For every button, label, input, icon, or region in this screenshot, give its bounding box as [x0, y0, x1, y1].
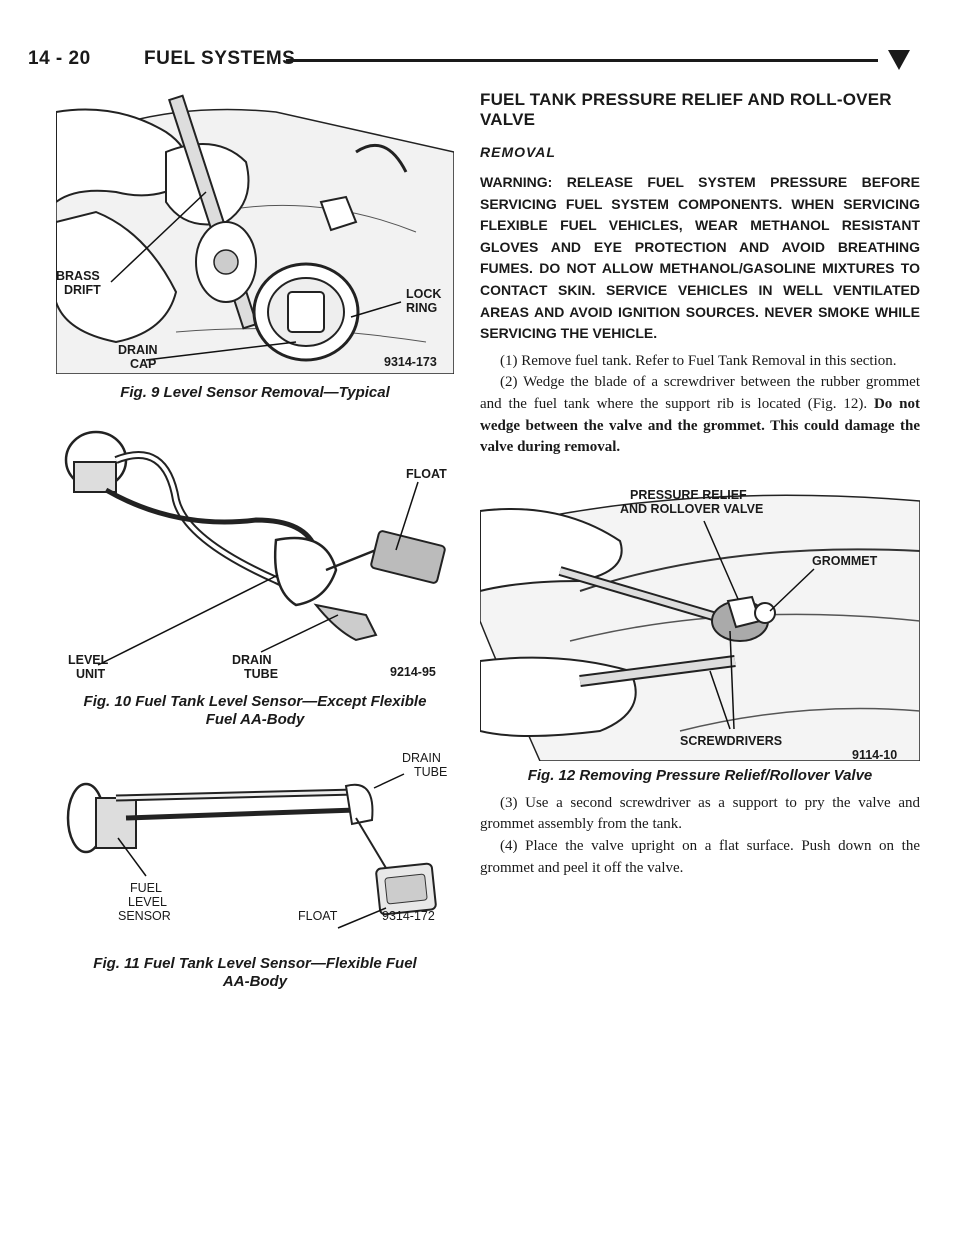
label-drift: DRIFT	[64, 283, 101, 297]
label-float: FLOAT	[406, 467, 447, 481]
figure-12-illustration	[480, 471, 920, 761]
figure-10-caption	[56, 693, 454, 729]
step-2	[480, 372, 920, 458]
step-2-caution: Do not wedge between the valve and the grommet. This could damage the valve during removal.	[480, 395, 921, 456]
article-title: FUEL TANK PRESSURE RELIEF AND ROLL-OVER VALVE	[480, 90, 892, 129]
figure-11-caption	[56, 955, 454, 991]
label-tube: TUBE	[244, 667, 279, 681]
figure-9	[56, 92, 454, 374]
label-pressure-relief: PRESSURE RELIEF	[630, 487, 747, 502]
label-level: LEVEL	[128, 895, 167, 909]
label-drain: DRAIN	[232, 653, 272, 667]
figure-12	[480, 471, 920, 761]
figure-code: 9314-173	[384, 355, 437, 369]
figure-code: 9314-172	[382, 909, 435, 923]
article-subtitle: REMOVAL	[480, 144, 556, 160]
caption-line: AA-Body	[222, 973, 288, 990]
page-number: 14 - 20	[28, 48, 91, 69]
page-header	[28, 40, 920, 76]
label-lock: LOCK	[406, 287, 442, 301]
step-3: (3) Use a second screwdriver as a support to pry the valve and grommet assembly from the tank.	[480, 794, 920, 833]
label-screwdrivers: SCREWDRIVERS	[680, 733, 783, 748]
caption-line: Fuel AA-Body	[205, 711, 305, 728]
figure-10-illustration	[56, 420, 454, 686]
label-cap: CAP	[130, 357, 157, 371]
figure-9-illustration	[56, 92, 454, 374]
caption-line: Fig. 10 Fuel Tank Level Sensor—Except Flexible	[83, 693, 427, 710]
figure-11	[56, 748, 454, 940]
figure-11-illustration	[56, 748, 454, 940]
label-drain: DRAIN	[118, 343, 158, 357]
figure-10	[56, 420, 454, 686]
label-drain: DRAIN	[402, 751, 441, 765]
label-ring: RING	[406, 301, 438, 315]
section-title: FUEL SYSTEMS	[144, 48, 296, 69]
caption-line: Fig. 11 Fuel Tank Level Sensor—Flexible Fuel	[93, 955, 417, 972]
label-fuel: FUEL	[130, 881, 162, 895]
figure-9-caption: Fig. 9 Level Sensor Removal—Typical	[120, 384, 390, 401]
label-grommet: GROMMET	[812, 553, 878, 568]
label-unit: UNIT	[76, 667, 106, 681]
warning-text: WARNING: RELEASE FUEL SYSTEM PRESSURE BEFORE SERVICING FUEL SYSTEM COMPONENTS. WHEN SERVICING FLEXIBLE FUEL VEHICLES, WEAR METHANOL RESISTANT GLOVES AND EYE PROTECTION AND AVOID BREATHING FUMES. DO NOT ALLOW METHANOL/GASOLINE MIXTURES TO CONTACT SKIN. SERVICE VEHICLES IN WELL VENTILATED AREAS AND AVOID IGNITION SOURCES. NEVER SMOKE WHILE SERVICING THE VEHICLE.	[480, 174, 920, 342]
figure-code: 9214-95	[390, 665, 436, 679]
label-level: LEVEL	[68, 653, 109, 667]
step-2-text: (2) Wedge the blade of a screwdriver between the rubber grommet and the fuel tank where the support rib is located (Fig. 12).	[480, 374, 920, 412]
label-float: FLOAT	[298, 909, 338, 923]
figure-code: 9114-10	[852, 747, 898, 761]
figure-12-caption: Fig. 12 Removing Pressure Relief/Rollover Valve	[527, 766, 873, 784]
article-column	[480, 90, 920, 879]
label-sensor: SENSOR	[118, 909, 171, 923]
label-brass: BRASS	[56, 269, 100, 283]
label-tube: TUBE	[414, 765, 448, 779]
step-1: (1) Remove fuel tank. Refer to Fuel Tank Removal in this section.	[500, 352, 897, 369]
down-triangle-icon	[888, 50, 910, 70]
step-4: (4) Place the valve upright on a flat surface. Push down on the grommet and peel it off the valve.	[480, 837, 920, 876]
header-rule	[286, 59, 878, 62]
label-rollover-valve: AND ROLLOVER VALVE	[620, 501, 764, 516]
